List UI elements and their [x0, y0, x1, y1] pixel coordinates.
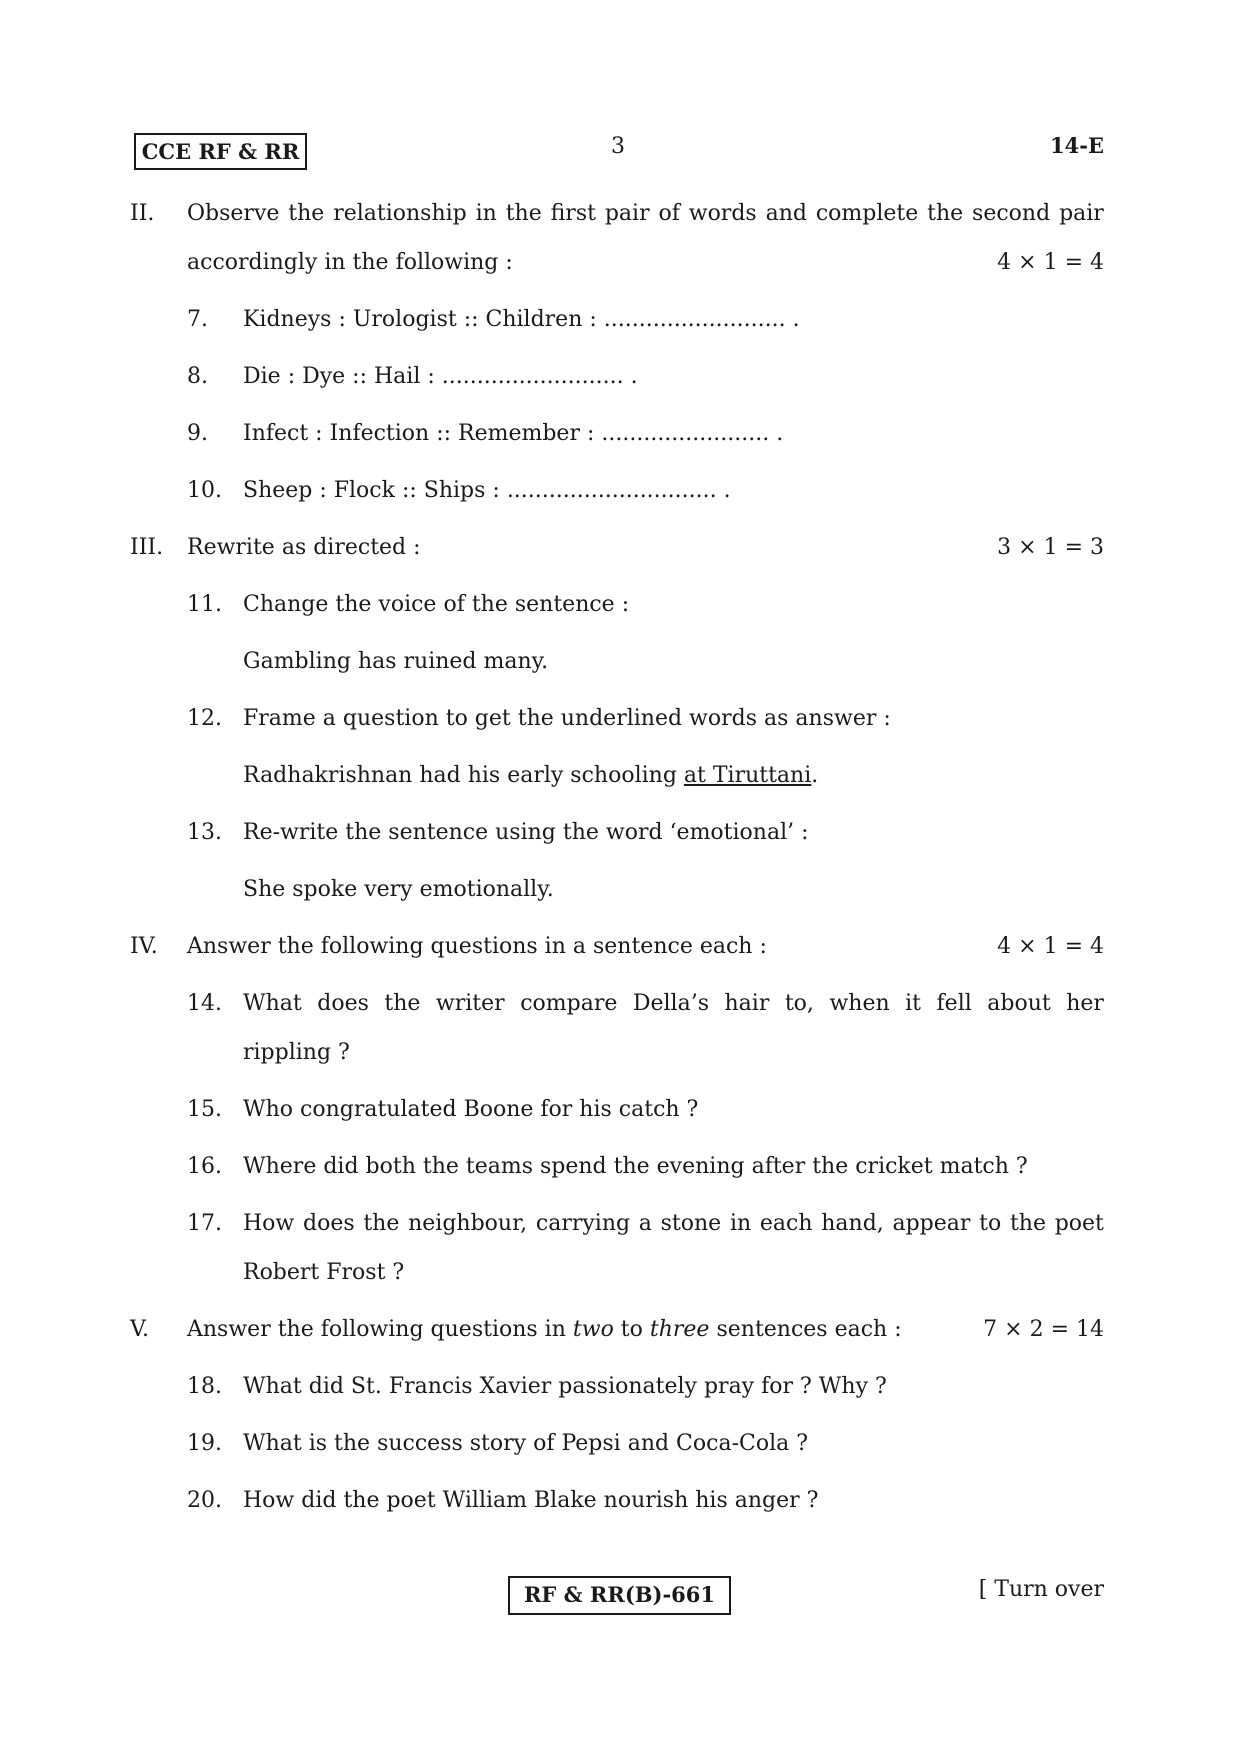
word: hand, — [821, 1211, 884, 1236]
question-text: Sheep : Flock :: Ships : .............................. . — [243, 478, 731, 503]
question-text-line2: Robert Frost ? — [243, 1260, 405, 1285]
word: a — [638, 1211, 652, 1236]
word: in — [475, 201, 497, 226]
question-number: 10. — [187, 478, 222, 503]
question-text: Re-write the sentence using the word ‘emotional’ : — [243, 820, 809, 845]
question-text-line1 — [243, 1211, 1104, 1236]
question-text: What is the success story of Pepsi and Coca-Cola ? — [243, 1431, 809, 1456]
word: pair — [604, 201, 650, 226]
word: the — [384, 991, 421, 1016]
section-instruction-line1 — [187, 201, 1104, 226]
instruction-text: to — [613, 1317, 650, 1342]
word: complete — [815, 201, 919, 226]
instruction-emphasis: three — [649, 1317, 710, 1342]
question-number: 17. — [187, 1211, 222, 1236]
question-number: 11. — [187, 592, 222, 617]
instruction-text: Answer the following questions in — [187, 1317, 573, 1342]
section-marks: 4 × 1 = 4 — [997, 934, 1104, 959]
word: relationship — [333, 201, 467, 226]
word: does — [317, 991, 369, 1016]
word: stone — [660, 1211, 722, 1236]
word: it — [905, 991, 922, 1016]
instruction-emphasis: two — [572, 1317, 614, 1342]
booklet-code-box: RF & RR(B)-661 — [508, 1576, 731, 1615]
question-number: 12. — [187, 706, 222, 731]
word: Observe — [187, 201, 280, 226]
question-text: Where did both the teams spend the evening after the cricket match ? — [243, 1154, 1028, 1179]
question-number: 7. — [187, 307, 208, 332]
paper-code-box: CCE RF & RR — [134, 133, 307, 170]
sentence-text: Radhakrishnan had his early schooling — [243, 763, 684, 788]
word: poet — [1054, 1211, 1104, 1236]
word: neighbour, — [408, 1211, 528, 1236]
word: first — [550, 201, 596, 226]
question-text-line1 — [243, 991, 1104, 1016]
question-number: 9. — [187, 421, 208, 446]
question-text-line2: rippling ? — [243, 1040, 350, 1065]
question-text: Die : Dye :: Hail : .......................... . — [243, 364, 638, 389]
word: of — [658, 201, 680, 226]
question-number: 20. — [187, 1488, 222, 1513]
section-instruction: Answer the following questions in a sentence each : — [187, 934, 767, 959]
word: the — [363, 1211, 400, 1236]
section-number: III. — [130, 535, 164, 560]
question-text: Frame a question to get the underlined words as answer : — [243, 706, 891, 731]
word: pair — [1059, 201, 1104, 226]
section-number: II. — [130, 201, 155, 226]
word: to — [979, 1211, 1002, 1236]
question-number: 8. — [187, 364, 208, 389]
section-number: IV. — [130, 934, 158, 959]
word: in — [729, 1211, 752, 1236]
word: fell — [936, 991, 972, 1016]
section-marks: 3 × 1 = 3 — [997, 535, 1104, 560]
word: words — [688, 201, 757, 226]
question-text: How did the poet William Blake nourish his anger ? — [243, 1488, 819, 1513]
word: to, — [784, 991, 814, 1016]
question-text: Infect : Infection :: Remember : ........................ . — [243, 421, 784, 446]
question-text: Kidneys : Urologist :: Children : .......................... . — [243, 307, 800, 332]
word: her — [1066, 991, 1104, 1016]
question-sentence: Gambling has ruined many. — [243, 649, 549, 674]
section-instruction-line2: accordingly in the following : — [187, 250, 513, 275]
sentence-end: . — [811, 763, 819, 788]
word: the — [505, 201, 542, 226]
question-text: What did St. Francis Xavier passionately pray for ? Why ? — [243, 1374, 887, 1399]
question-number: 15. — [187, 1097, 222, 1122]
section-marks: 4 × 1 = 4 — [997, 250, 1104, 275]
word: Della’s — [632, 991, 709, 1016]
word: and — [765, 201, 807, 226]
turn-over-note: [ Turn over — [978, 1577, 1104, 1602]
question-text: Change the voice of the sentence : — [243, 592, 630, 617]
question-number: 14. — [187, 991, 222, 1016]
page-number: 3 — [611, 134, 625, 159]
underlined-words: at Tiruttani — [683, 763, 812, 788]
section-marks: 7 × 2 = 14 — [983, 1317, 1104, 1342]
section-instruction — [187, 1317, 902, 1342]
section-instruction: Rewrite as directed : — [187, 535, 421, 560]
question-sentence — [243, 763, 818, 788]
word: appear — [892, 1211, 971, 1236]
word: the — [288, 201, 325, 226]
word: carrying — [535, 1211, 631, 1236]
word: when — [829, 991, 890, 1016]
word: second — [972, 201, 1051, 226]
word: the — [1009, 1211, 1046, 1236]
word: about — [987, 991, 1051, 1016]
word: writer — [435, 991, 505, 1016]
question-number: 19. — [187, 1431, 222, 1456]
question-text: Who congratulated Boone for his catch ? — [243, 1097, 699, 1122]
section-number: V. — [130, 1317, 150, 1342]
word: each — [759, 1211, 813, 1236]
question-number: 13. — [187, 820, 222, 845]
word: How — [243, 1211, 295, 1236]
question-sentence: She spoke very emotionally. — [243, 877, 554, 902]
word: hair — [724, 991, 770, 1016]
word: does — [302, 1211, 355, 1236]
word: the — [927, 201, 964, 226]
question-number: 16. — [187, 1154, 222, 1179]
question-number: 18. — [187, 1374, 222, 1399]
word: compare — [520, 991, 618, 1016]
instruction-text: sentences each : — [709, 1317, 902, 1342]
version-code: 14-E — [1050, 133, 1104, 158]
word: What — [243, 991, 302, 1016]
